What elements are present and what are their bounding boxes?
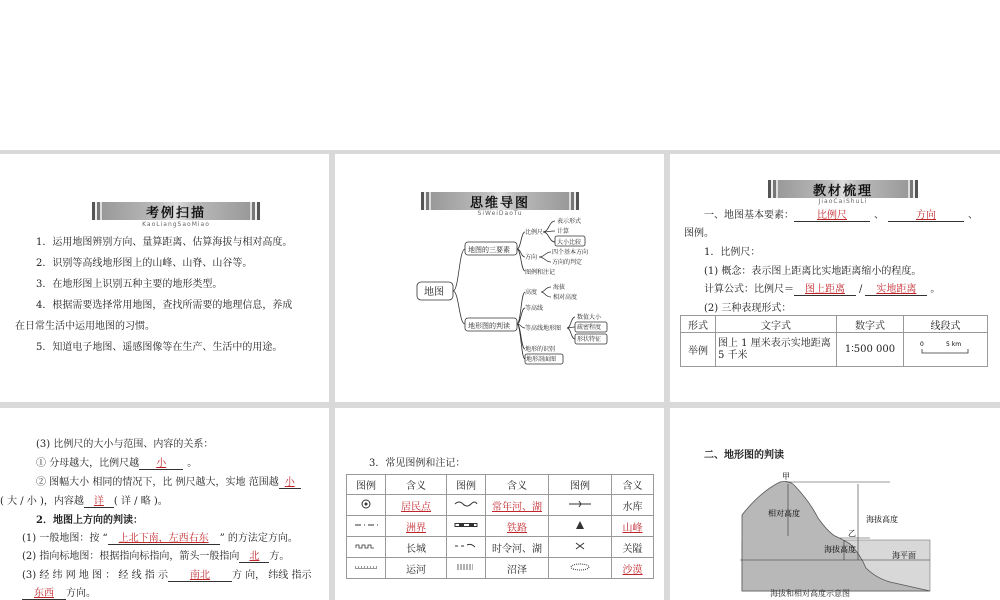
mind-map-title: 思维导图 — [469, 195, 530, 211]
panel-exam-scan — [0, 154, 329, 402]
peak-a-label: 甲 — [782, 472, 790, 481]
legend-meaning: 关隘 — [612, 537, 654, 558]
exam-item-4-cont: 在日常生活中运用地图的习惯。 — [15, 321, 155, 332]
basic-elements-line — [704, 206, 978, 222]
exam-item-3: 3．在地形图上识别五种主要的地形类型。 — [36, 279, 223, 290]
legend-meaning: 长城 — [386, 537, 447, 558]
legend-meaning: 沙漠 — [612, 558, 654, 579]
answer-small-1: 小 — [156, 458, 167, 469]
formula-label: 计算公式：比例尺＝ — [704, 284, 794, 295]
panel-mind-map — [335, 154, 664, 402]
legend-meaning: 山峰 — [612, 516, 654, 537]
scale-bar-zero: 0 — [919, 341, 924, 348]
relation-2-cont-end: ( 详 / 略 )。 — [113, 496, 168, 507]
line-form-example — [904, 333, 988, 367]
exam-item-5: 5．知道电子地图、遥感图像等在生产、生活中的用途。 — [36, 342, 283, 353]
peak-symbol-icon — [549, 516, 612, 537]
direction-general — [22, 529, 298, 545]
node-density: 疏密程度 — [577, 324, 602, 331]
panel-legend-table — [335, 408, 664, 600]
legend-meaning: 居民点 — [386, 495, 447, 516]
answer-small-2: 小 — [284, 477, 295, 488]
node-height: 高度 — [525, 289, 538, 296]
node-direction: 方向 — [525, 254, 538, 261]
scale-relation-1 — [36, 454, 197, 470]
formula-slash: / — [859, 284, 863, 295]
section-scale: 1．比例尺： — [704, 247, 761, 258]
textbook-title: 教材梳理 — [812, 183, 873, 199]
legend-heading: 3．常见图例和注记： — [369, 458, 466, 469]
relation-2-text: ② 图幅大小 相同的情况下，比 例尺越大，实地 范围越 — [36, 477, 279, 488]
reservoir-symbol-icon — [549, 495, 612, 516]
direction-compass — [22, 547, 289, 563]
node-scale: 比例尺 — [525, 229, 544, 236]
th-form: 形式 — [681, 316, 716, 333]
scale-bar-label: 5 km — [945, 341, 961, 348]
legend-table — [346, 474, 654, 579]
row-example-label: 举例 — [681, 333, 716, 367]
node-altitude: 海拔 — [553, 284, 566, 291]
legend-meaning: 水库 — [612, 495, 654, 516]
settlement-symbol-icon — [347, 495, 386, 516]
scale-relation-2 — [36, 473, 301, 489]
node-contour-map: 等高线地形图 — [525, 325, 562, 332]
node-scale-form: 表示形式 — [557, 218, 582, 225]
relation-1-text: ① 分母越大，比例尺越 — [36, 458, 140, 469]
direction-compass-end: 方。 — [269, 551, 290, 562]
basic-elements-cont: 图例。 — [684, 228, 714, 239]
direction-general-text: (1) 一般地图：按 “ — [22, 533, 108, 544]
answer-general-rule: 上北下南，左西右东 — [118, 533, 209, 544]
answer-east-west: 东西 — [34, 588, 54, 599]
elevation-diagram — [740, 470, 940, 595]
textbook-subtitle: JiaoCaiShuLi — [818, 198, 868, 205]
great-wall-symbol-icon — [347, 537, 386, 558]
node-direction-judge: 方向的判定 — [552, 259, 583, 266]
sea-level-label: 海平面 — [892, 551, 916, 560]
scale-concept: (1) 概念：表示图上距离比实地距离缩小的程度。 — [704, 266, 922, 277]
node-contour: 等高线 — [525, 305, 544, 312]
desert-symbol-icon — [549, 558, 612, 579]
mind-map-branch1: 地图的三要素 — [468, 246, 510, 254]
seasonal-river-symbol-icon — [447, 537, 486, 558]
answer-map-distance: 图上距离 — [805, 284, 845, 295]
scale-bar-icon — [916, 337, 976, 359]
basic-elements-label: 一、地图基本要素： — [704, 210, 794, 221]
separator: 、 — [874, 210, 884, 221]
legend-meaning: 常年河、湖 — [486, 495, 549, 516]
scale-formula — [704, 280, 940, 296]
th-line: 线段式 — [904, 316, 988, 333]
three-forms: (2) 三种表现形式： — [704, 303, 792, 314]
altitude-label-a: 海拔高度 — [866, 515, 898, 524]
scale-forms-table — [680, 315, 988, 367]
node-legend: 图例和注记 — [525, 269, 556, 276]
node-scale-compare: 大小比较 — [557, 239, 582, 246]
legend-meaning: 运河 — [386, 558, 447, 579]
scale-relation-2-cont — [0, 492, 168, 508]
mind-map-branch2: 地形图的判读 — [468, 322, 510, 330]
direction-graticule-text: (3) 经 纬 网 地 图 ： 经 线 指 示 — [22, 570, 168, 581]
textbook-banner — [768, 180, 918, 198]
scale-relation-heading: (3) 比例尺的大小与范围、内容的关系： — [36, 439, 214, 450]
answer-detail: 详 — [93, 496, 104, 507]
canal-symbol-icon — [347, 558, 386, 579]
direction-graticule — [22, 566, 312, 582]
lh-5: 图例 — [549, 475, 612, 495]
lh-4: 含义 — [486, 475, 549, 495]
swamp-symbol-icon — [447, 558, 486, 579]
direction-graticule-end: 方向。 — [66, 588, 96, 599]
exam-scan-subtitle: KaoLiangSaoMiao — [142, 221, 210, 228]
direction-general-end: ” 的方法定方向。 — [219, 533, 298, 544]
relation-2-cont-text: ( 大 / 小 )，内容越 — [0, 496, 84, 507]
node-shape: 形状特征 — [577, 336, 602, 343]
direction-graticule-cont — [22, 584, 96, 600]
answer-north: 北 — [249, 551, 260, 562]
exam-item-1: 1．运用地图辨别方向、量算距离、估算海拔与相对高度。 — [36, 237, 293, 248]
terrain-heading: 二、地形图的判读 — [704, 450, 784, 461]
node-scale-calc: 计算 — [557, 228, 570, 235]
answer-north-south: 南北 — [189, 570, 210, 581]
legend-meaning: 时令河、湖 — [486, 537, 549, 558]
relative-height-label: 相对高度 — [768, 509, 800, 518]
mind-map-diagram — [335, 154, 664, 402]
peak-b-label: 乙 — [848, 529, 856, 538]
th-text: 文字式 — [716, 316, 837, 333]
node-value: 数值大小 — [577, 314, 602, 321]
relation-1-end: 。 — [187, 458, 198, 469]
numeric-form-example: 1∶500 000 — [837, 333, 904, 367]
answer-direction: 方向 — [916, 210, 936, 221]
panel-scale-relations — [0, 408, 329, 600]
mind-map-root: 地图 — [424, 287, 444, 298]
lh-1: 图例 — [347, 475, 386, 495]
mind-map-subtitle: SiWeiDaoTu — [477, 210, 523, 217]
text-form-example: 图上 1 厘米表示实地距离 5 千米 — [716, 333, 837, 367]
exam-item-4: 4．根据需要选择常用地图，查找所需要的地理信息，养成 — [36, 300, 293, 311]
exam-item-2: 2．识别等高线地形图上的山峰、山脊、山谷等。 — [36, 258, 253, 269]
answer-scale: 比例尺 — [817, 210, 847, 221]
panel-textbook-review — [670, 154, 1000, 402]
exam-scan-banner — [92, 202, 260, 220]
answer-real-distance: 实地距离 — [876, 284, 917, 295]
river-symbol-icon — [447, 495, 486, 516]
altitude-label-b: 海拔高度 — [824, 545, 856, 554]
formula-end: 。 — [930, 284, 941, 295]
lh-3: 图例 — [447, 475, 486, 495]
legend-meaning: 洲界 — [386, 516, 447, 537]
railway-symbol-icon — [447, 516, 486, 537]
pass-symbol-icon — [549, 537, 612, 558]
legend-meaning: 沼泽 — [486, 558, 549, 579]
th-numeric: 数字式 — [837, 316, 904, 333]
lh-2: 含义 — [386, 475, 447, 495]
exam-scan-title: 考例扫描 — [145, 205, 206, 221]
boundary-symbol-icon — [347, 516, 386, 537]
node-landform-id: 地形的识别 — [525, 346, 556, 353]
direction-compass-text: (2) 指向标地图：根据指向标指向，箭头一般指向 — [22, 551, 240, 562]
separator-end: 、 — [968, 210, 978, 221]
direction-heading: 2．地图上方向的判读： — [36, 515, 143, 526]
panel-terrain-map — [670, 408, 1000, 600]
node-four-directions: 四个基本方向 — [552, 249, 589, 256]
lh-6: 含义 — [612, 475, 654, 495]
legend-meaning: 铁路 — [486, 516, 549, 537]
diagram-caption: 海拔和相对高度示意图 — [770, 589, 850, 598]
direction-graticule-mid: 方 向， 纬线 指示 — [231, 570, 312, 581]
node-relative-height: 相对高度 — [553, 294, 578, 301]
node-profile: 地形剖面图 — [526, 356, 557, 363]
